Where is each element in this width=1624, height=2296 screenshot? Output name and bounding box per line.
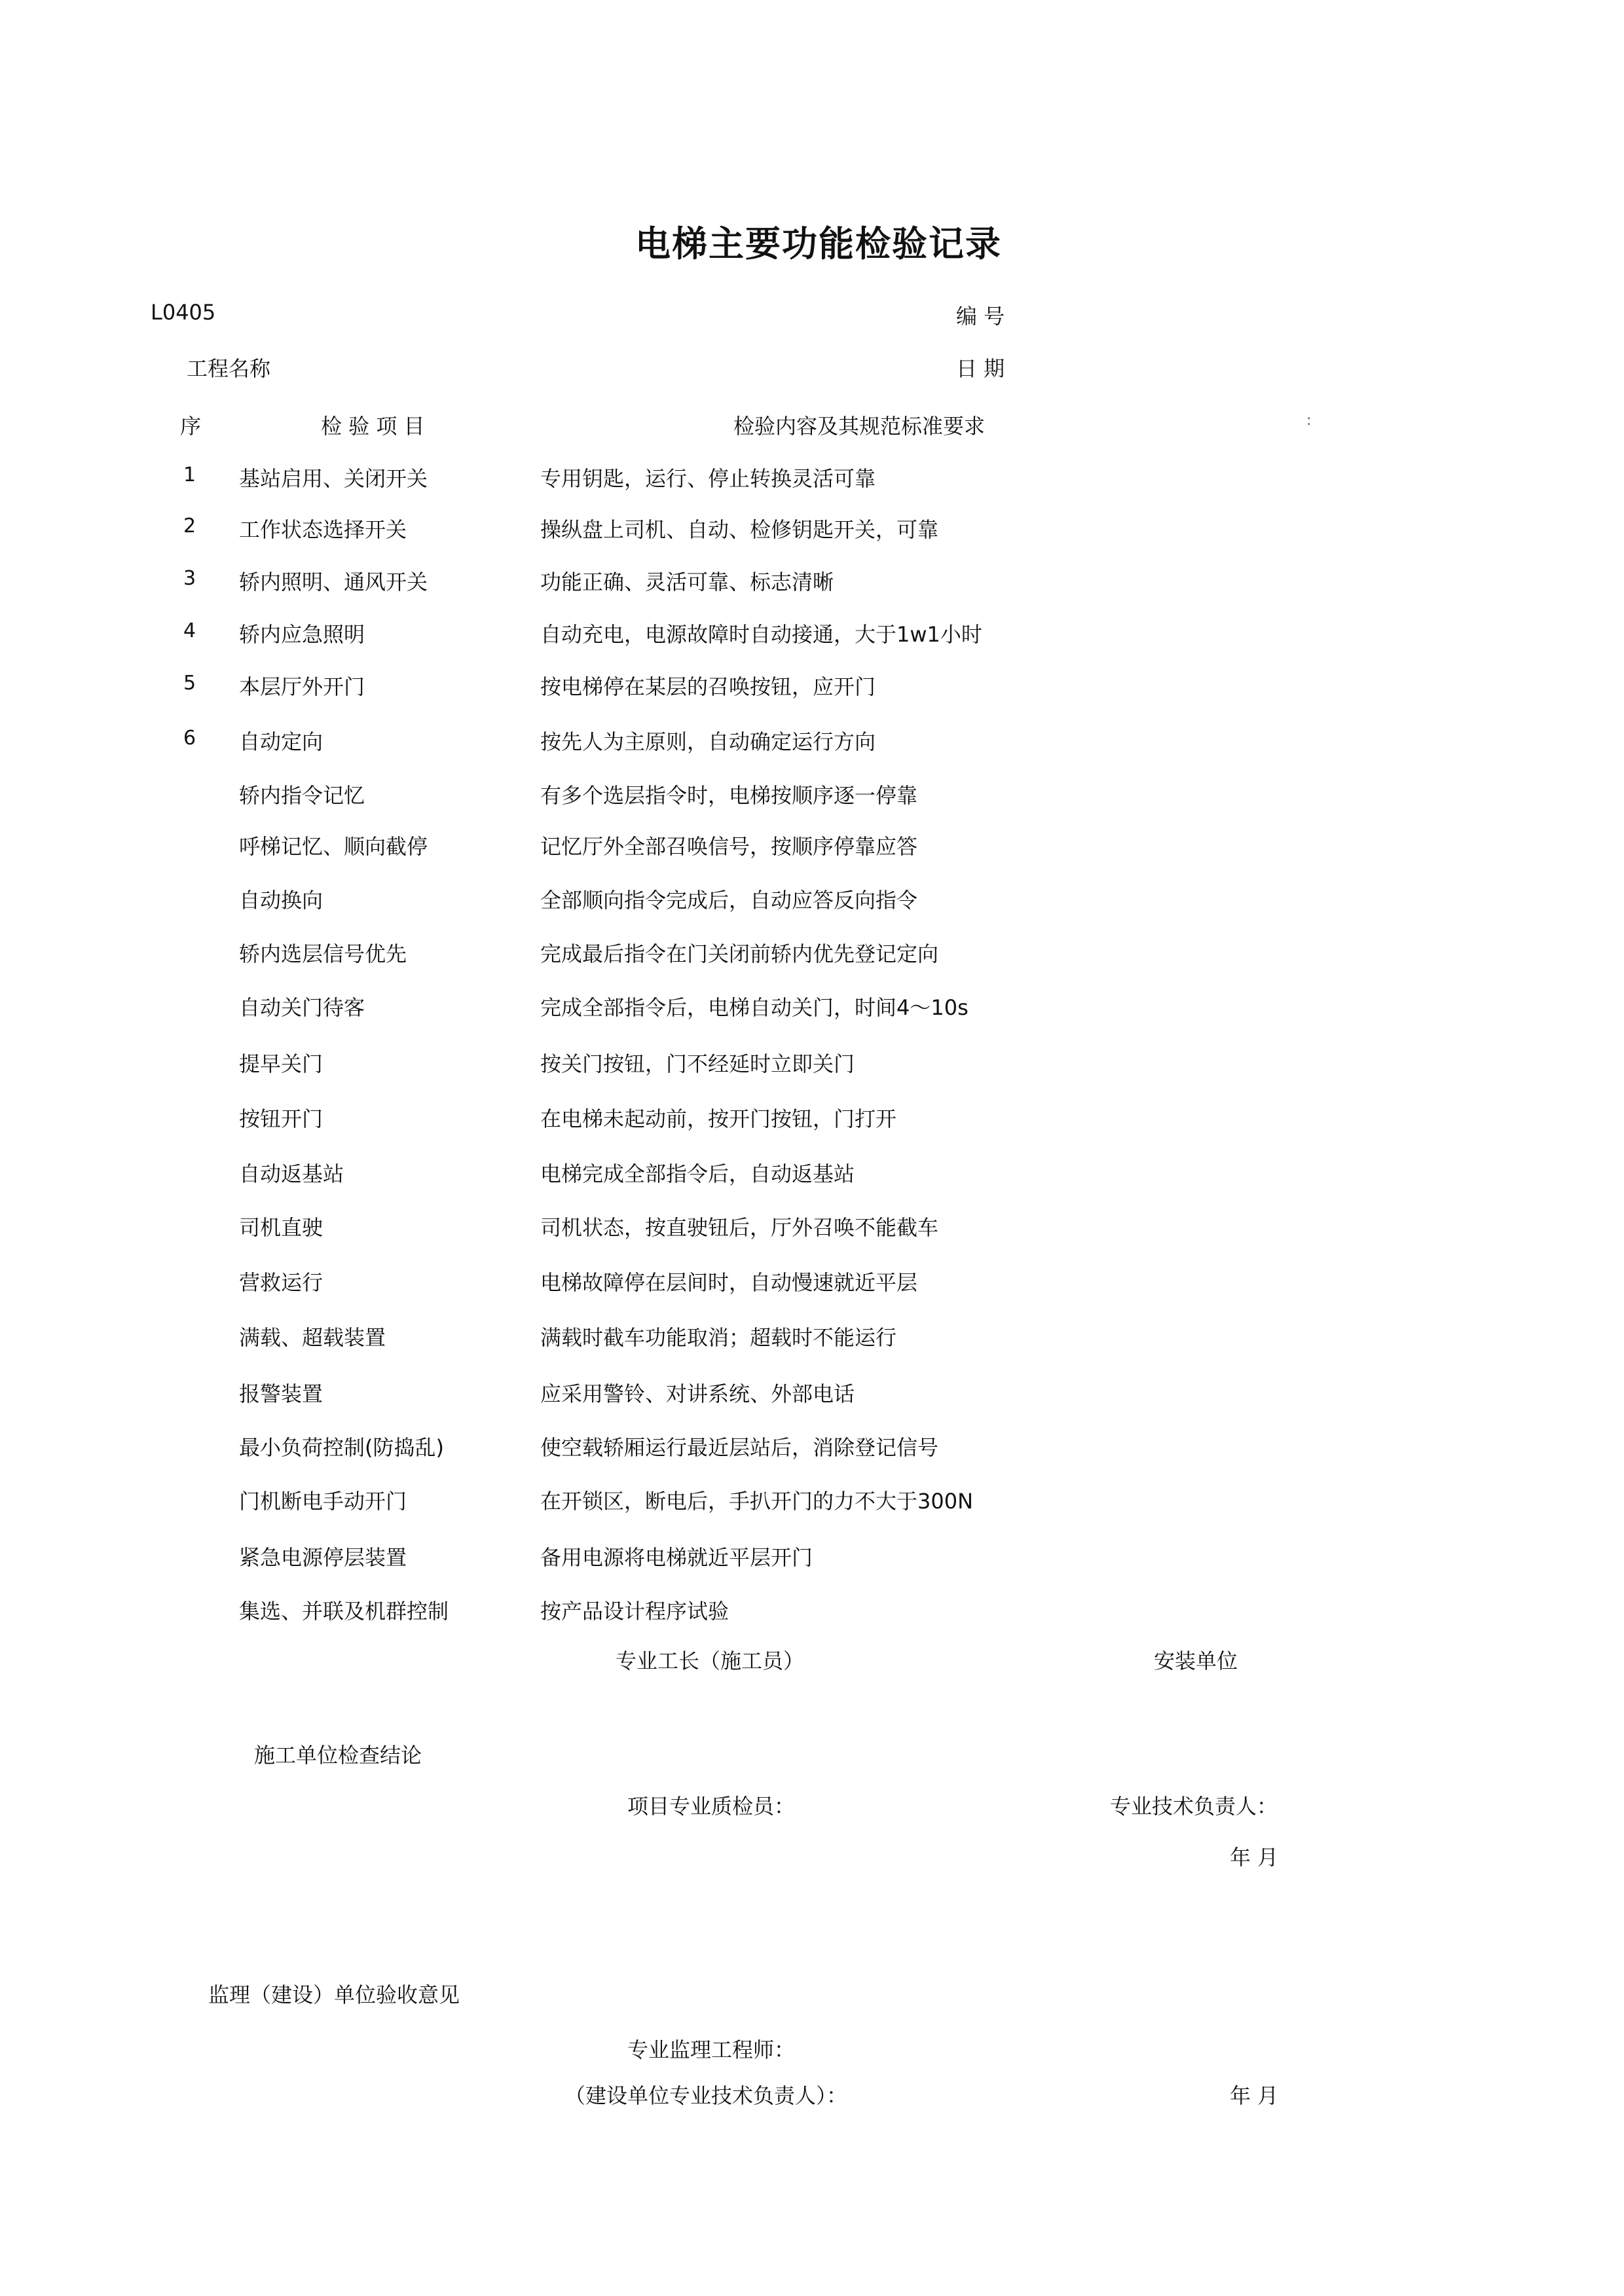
row-7-item: 轿内指令记忆 (239, 783, 365, 808)
tech-lead-label: 专业技术负责人： (1110, 1794, 1278, 1819)
row-15-content: 司机状态，按直驶钮后，厅外召唤不能截车 (540, 1215, 939, 1240)
column-header-content: 检验内容及其规范标准要求 (733, 414, 986, 439)
row-2-content: 操纵盘上司机、自动、检修钥匙开关，可靠 (540, 517, 939, 542)
row-18-item: 报警装置 (239, 1381, 323, 1406)
row-19-item: 最小负荷控制(防捣乱) (239, 1435, 444, 1460)
row-20-content: 在开锁区，断电后，手扒开门的力不大于300N (540, 1489, 974, 1514)
row-13-item: 按钮开门 (239, 1106, 323, 1131)
row-1-content: 专用钥匙，运行、停止转换灵活可靠 (540, 466, 876, 491)
row-22-content: 按产品设计程序试验 (540, 1599, 729, 1624)
row-3-seq: 3 (183, 567, 196, 590)
row-17-item: 满载、超载装置 (239, 1325, 386, 1350)
row-9-item: 自动换向 (239, 888, 323, 913)
row-14-content: 电梯完成全部指令后，自动返基站 (540, 1161, 855, 1186)
row-16-content: 电梯故障停在层间时，自动慢速就近平层 (540, 1270, 918, 1295)
form-code: L0405 (151, 300, 216, 325)
date-label: 日 期 (956, 356, 1005, 381)
row-11-item: 自动关门待客 (239, 995, 365, 1020)
quality-inspector-label: 项目专业质检员： (627, 1794, 796, 1819)
row-17-content: 满载时截车功能取消；超载时不能运行 (540, 1325, 897, 1350)
row-2-seq: 2 (183, 515, 196, 538)
row-4-seq: 4 (183, 619, 196, 642)
install-unit-label: 安装单位 (1154, 1649, 1238, 1673)
date-year-month-2: 年 月 (1230, 2083, 1279, 2108)
row-20-item: 门机断电手动开门 (239, 1489, 407, 1514)
row-5-item: 本层厅外开门 (239, 674, 365, 699)
row-10-item: 轿内选层信号优先 (239, 941, 407, 966)
row-22-item: 集选、并联及机群控制 (239, 1599, 449, 1624)
row-1-seq: 1 (183, 464, 196, 486)
edge-mark: : (1306, 412, 1312, 429)
row-2-item: 工作状态选择开关 (239, 517, 407, 542)
owner-tech-lead-label: （建设单位专业技术负责人）： (564, 2083, 848, 2108)
row-5-content: 按电梯停在某层的召唤按钮，应开门 (540, 674, 876, 699)
row-15-item: 司机直驶 (239, 1215, 323, 1240)
row-21-content: 备用电源将电梯就近平层开门 (540, 1545, 813, 1570)
row-5-seq: 5 (183, 672, 196, 695)
row-4-item: 轿内应急照明 (239, 622, 365, 647)
project-name-label: 工程名称 (187, 356, 271, 381)
row-6-item: 自动定向 (239, 729, 323, 754)
row-8-item: 呼梯记忆、顺向截停 (239, 834, 428, 859)
foreman-label: 专业工长（施工员） (616, 1649, 805, 1673)
row-6-content: 按先人为主原则，自动确定运行方向 (540, 729, 876, 754)
supervision-opinion-label: 监理（建设）单位验收意见 (208, 1982, 460, 2007)
row-12-content: 按关门按钮，门不经延时立即关门 (540, 1051, 855, 1076)
row-7-content: 有多个选层指令时，电梯按顺序逐一停靠 (540, 783, 918, 808)
row-13-content: 在电梯未起动前，按开门按钮，门打开 (540, 1106, 897, 1131)
row-19-content: 使空载轿厢运行最近层站后，消除登记信号 (540, 1435, 939, 1460)
row-16-item: 营救运行 (239, 1270, 323, 1295)
row-3-item: 轿内照明、通风开关 (239, 570, 428, 594)
column-header-seq: 序 (180, 414, 202, 439)
row-8-content: 记忆厅外全部召唤信号，按顺序停靠应答 (540, 834, 918, 859)
row-11-content: 完成全部指令后，电梯自动关门，时间4～10s (540, 995, 969, 1020)
supervising-engineer-label: 专业监理工程师： (627, 2037, 796, 2062)
row-21-item: 紧急电源停层装置 (239, 1545, 407, 1570)
row-9-content: 全部顺向指令完成后，自动应答反向指令 (540, 888, 918, 913)
row-3-content: 功能正确、灵活可靠、标志清晰 (540, 570, 834, 594)
row-12-item: 提早关门 (239, 1051, 323, 1076)
row-10-content: 完成最后指令在门关闭前轿内优先登记定向 (540, 941, 939, 966)
column-header-item: 检 验 项 目 (321, 414, 425, 439)
page-title: 电梯主要功能检验记录 (635, 223, 1002, 264)
row-6-seq: 6 (183, 727, 196, 750)
row-4-content: 自动充电，电源故障时自动接通，大于1w1小时 (540, 622, 982, 647)
row-14-item: 自动返基站 (239, 1161, 344, 1186)
number-label: 编 号 (956, 304, 1005, 329)
row-1-item: 基站启用、关闭开关 (239, 466, 428, 491)
row-18-content: 应采用警铃、对讲系统、外部电话 (540, 1381, 855, 1406)
date-year-month-1: 年 月 (1230, 1845, 1279, 1870)
contractor-conclusion-label: 施工单位检查结论 (254, 1743, 422, 1768)
